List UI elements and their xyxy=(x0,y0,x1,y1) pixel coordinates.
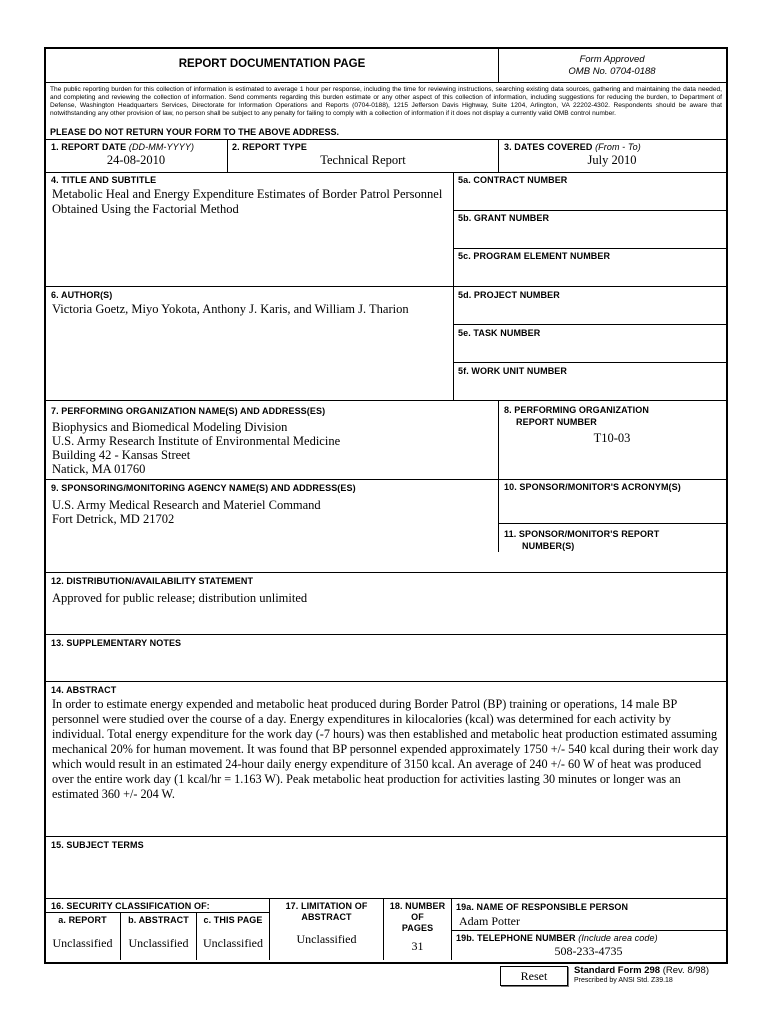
project-number-label: 5d. PROJECT NUMBER xyxy=(458,290,560,300)
report-type-label: 2. REPORT TYPE xyxy=(232,142,307,152)
performing-org-label: 7. PERFORMING ORGANIZATION NAME(S) AND ADDRESS(ES) xyxy=(51,406,326,416)
abstract-classification-label: b. ABSTRACT xyxy=(128,915,189,925)
dates-covered-label: 3. DATES COVERED (From - To) xyxy=(504,142,641,152)
sponsor-report-label-2: NUMBER(S) xyxy=(522,541,575,551)
grant-number-label: 5b. GRANT NUMBER xyxy=(458,213,550,223)
dates-covered-field[interactable]: July 2010 xyxy=(587,153,637,167)
performing-org-report-field[interactable]: T10-03 xyxy=(593,431,631,445)
telephone-label: 19b. TELEPHONE NUMBER (Include area code) xyxy=(456,933,658,943)
work-unit-number-label: 5f. WORK UNIT NUMBER xyxy=(458,366,567,376)
responsible-person-label: 19a. NAME OF RESPONSIBLE PERSON xyxy=(456,902,629,912)
this-page-classification-label: c. THIS PAGE xyxy=(203,915,263,925)
limitation-label-1: 17. LIMITATION OF xyxy=(285,901,368,911)
subject-terms-label: 15. SUBJECT TERMS xyxy=(51,840,144,850)
title-subtitle-field[interactable]: Metabolic Heal and Energy Expenditure Estimates of Border Patrol Personnel Obtained Using the Factorial Method xyxy=(52,187,443,216)
form-approved-label: Form Approved xyxy=(579,54,645,65)
abstract-label: 14. ABSTRACT xyxy=(51,685,117,695)
authors-label: 6. AUTHOR(S) xyxy=(51,290,113,300)
report-date-field[interactable]: 24-08-2010 xyxy=(106,153,166,167)
number-of-pages-label-1: 18. NUMBER xyxy=(389,901,446,911)
number-of-pages-label-2: OF xyxy=(411,912,424,922)
performing-org-line-3[interactable]: Building 42 - Kansas Street xyxy=(52,448,191,462)
sponsor-report-label-1: 11. SPONSOR/MONITOR'S REPORT xyxy=(504,529,660,539)
report-type-field[interactable]: Technical Report xyxy=(320,153,406,167)
standard-form-label: Standard Form 298 (Rev. 8/98) xyxy=(574,965,709,976)
task-number-label: 5e. TASK NUMBER xyxy=(458,328,541,338)
performing-org-line-2[interactable]: U.S. Army Research Institute of Environmental Medicine xyxy=(52,434,341,448)
prescribed-by-label: Prescribed by ANSI Std. Z39.18 xyxy=(574,977,673,984)
do-not-return-notice: PLEASE DO NOT RETURN YOUR FORM TO THE ABOVE ADDRESS. xyxy=(50,127,340,137)
limitation-field[interactable]: Unclassified xyxy=(296,932,357,946)
limitation-label-2: ABSTRACT xyxy=(301,912,352,922)
program-element-label: 5c. PROGRAM ELEMENT NUMBER xyxy=(458,251,611,261)
number-of-pages-field[interactable]: 31 xyxy=(411,939,424,953)
telephone-field[interactable]: 508-233-4735 xyxy=(554,944,623,958)
responsible-person-field[interactable]: Adam Potter xyxy=(459,914,520,928)
performing-org-line-1[interactable]: Biophysics and Biomedical Modeling Division xyxy=(52,420,288,434)
performing-org-report-label-1: 8. PERFORMING ORGANIZATION xyxy=(504,405,649,415)
distribution-label: 12. DISTRIBUTION/AVAILABILITY STATEMENT xyxy=(51,576,254,586)
authors-field[interactable]: Victoria Goetz, Miyo Yokota, Anthony J. Karis, and William J. Tharion xyxy=(52,302,409,316)
sponsoring-agency-line-1[interactable]: U.S. Army Medical Research and Materiel Command xyxy=(52,498,321,512)
reset-button[interactable]: Reset xyxy=(500,966,568,986)
report-classification-label: a. REPORT xyxy=(58,915,107,925)
security-classification-label: 16. SECURITY CLASSIFICATION OF: xyxy=(51,901,210,911)
report-classification-field[interactable]: Unclassified xyxy=(52,936,113,950)
sponsor-acronym-label: 10. SPONSOR/MONITOR'S ACRONYM(S) xyxy=(504,482,681,492)
abstract-classification-field[interactable]: Unclassified xyxy=(128,936,189,950)
sponsoring-agency-line-2[interactable]: Fort Detrick, MD 21702 xyxy=(52,512,175,526)
contract-number-label: 5a. CONTRACT NUMBER xyxy=(458,175,568,185)
performing-org-report-label-2: REPORT NUMBER xyxy=(516,417,597,427)
omb-number: OMB No. 0704-0188 xyxy=(568,66,656,77)
title-subtitle-label: 4. TITLE AND SUBTITLE xyxy=(51,175,157,185)
burden-notice: The public reporting burden for this collection of information is estimated to average 1 hour per response, including the time for reviewing instructions, searching existing data sources, gathering and maintaining the data needed, and completing and reviewing the collection of information. Send comments regarding this burden estimate or any other aspect of this collection of information, including suggestions for reducing the burden, to Department of Defense, Washington Headquarters Services, Directorate for Information Operations and Reports (0704-0188), 1215 Jefferson Davis Highway, Suite 1204, Arlington, VA 22202-4302. Respondents should be aware that notwithstanding any other provision of law, no person shall be subject to any penalty for failing to comply with a collection of information if it does not display a currently valid OMB control number. xyxy=(50,86,722,117)
distribution-field[interactable]: Approved for public release; distribution unlimited xyxy=(52,591,308,605)
supplementary-notes-label: 13. SUPPLEMENTARY NOTES xyxy=(51,638,182,648)
form-title: REPORT DOCUMENTATION PAGE xyxy=(178,58,366,70)
report-date-label: 1. REPORT DATE (DD-MM-YYYY) xyxy=(51,142,195,152)
number-of-pages-label-3: PAGES xyxy=(401,923,434,933)
this-page-classification-field[interactable]: Unclassified xyxy=(203,936,263,950)
abstract-field[interactable]: In order to estimate energy expended and metabolic heat produced during Border Patrol (BP) training or operations, 14 male BP personnel were studied over the course of a day. Energy expenditures in kilocalories (kcal) was determined for each activity by individual. Total energy expenditure for the work day (-7 hours) was then established and metabolic heat production estimated assuming mechanical 20% for human movement. It was found that BP personnel expended approximately 1750 +/- 540 kcal during their work day which would result in an estimated 24-hour daily energy expenditure of 3150 kcal. An average of 240 +/- 60 W of heat was produced over the entire work day (1 kcal/hr = 1.163 W). Peak metabolic heat production for activities lasting 30 minutes or longer was an estimated 360 +/- 204 W. xyxy=(52,697,719,801)
performing-org-line-4[interactable]: Natick, MA 01760 xyxy=(52,462,146,476)
sponsoring-agency-label: 9. SPONSORING/MONITORING AGENCY NAME(S) AND ADDRESS(ES) xyxy=(51,483,356,493)
